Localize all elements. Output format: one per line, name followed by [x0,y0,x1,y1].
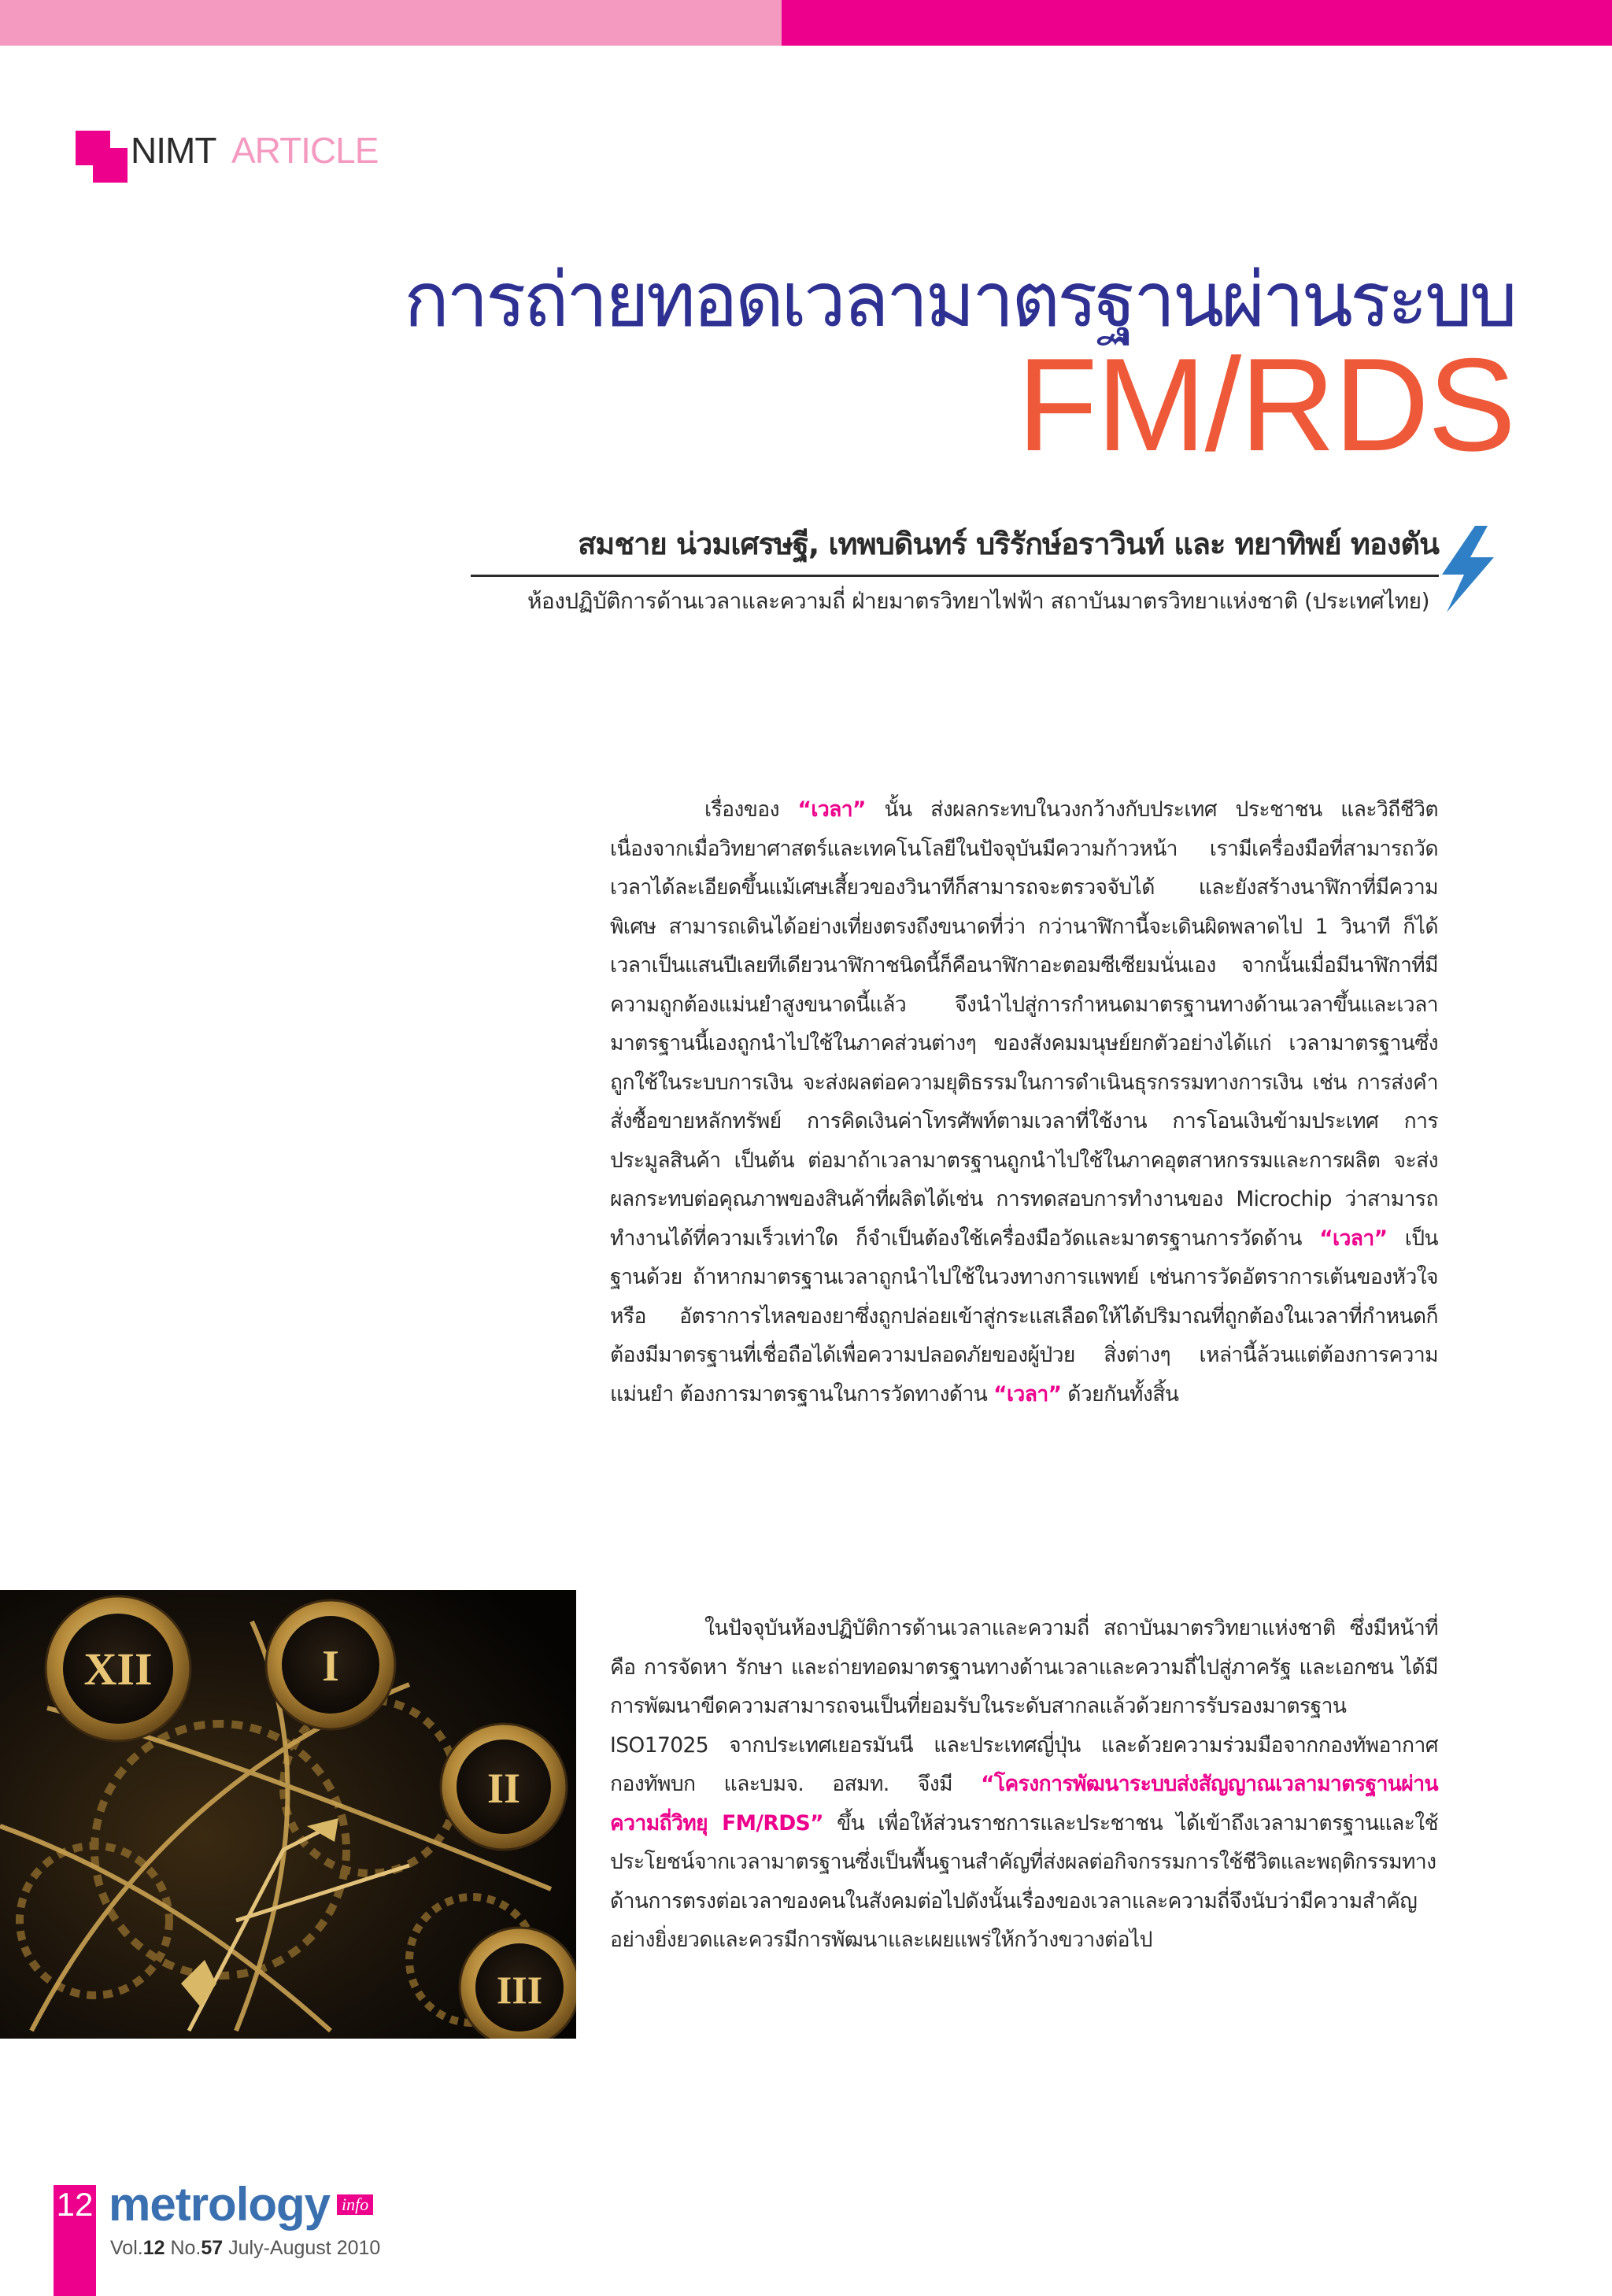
highlight-time: “เวลา” [1319,1226,1388,1251]
author-divider [471,575,1439,577]
body-paragraph-2 [610,1609,1438,1960]
text-run: ขึ้น เพื่อให้ส่วนราชการและประชาชน ได้เข้าถึงเวลามาตรฐานและใช้ประโยชน์จากเวลามาตรฐานซึ่งเป็นพื้นฐานสำคัญที่ส่งผลต่อกิจกรรมการใช้ชีวิตและพฤติกรรมทางด้านการตรงต่อเวลาของคนในสังคมต่อไปดังนั้นเรื่องของเวลาและความถี่จึงนับว่ามีความสำคัญอย่างยิ่งยวดและควรมีการพัฒนาและเผยแพร่ให้กว้างขวางต่อไป [610,1810,1439,1952]
text-run: นั้น ส่งผลกระทบในวงกว้างกับประเทศ ประชาชน และวิถีชีวิต เนื่องจากเมื่อวิทยาศาสตร์และเทคโนโลยีในปัจจุบันมีความก้าวหน้า เรามีเครื่องมือที่สามารถวัดเวลาได้ละเอียดขึ้นแม้เศษเสี้ยวของวินาทีก็สามารถจะตรวจจับได้ และยังสร้างนาฬิกาที่มีความพิเศษ สามารถเดินได้อย่างเที่ยงตรงถึงขนาดที่ว่า กว่านาฬิกานี้จะเดินผิดพลาดไป 1 วินาที ก็ได้เวลาเป็นแสนปีเลยทีเดียวนาฬิกาชนิดนี้ก็คือนาฬิกาอะตอมซีเซียมนั่นเอง จากนั้นเมื่อมีนาฬิกาที่มีความถูกต้องแม่นยำสูงขนาดนี้แล้ว จึงนำไปสู่การกำหนดมาตรฐานทางด้านเวลาขึ้นและเวลามาตรฐานนี้เองถูกนำไปใช้ในภาคส่วนต่างๆ ของสังคมมนุษย์ยกตัวอย่างได้แก่ เวลามาตรฐานซึ่งถูกใช้ในระบบการเงิน จะส่งผลต่อความยุติธรรมในการดำเนินธุรกรรมทางการเงิน เช่น การส่งคำสั่งซื้อขายหลักทรัพย์ การคิดเงินค่าโทรศัพท์ตามเวลาที่ใช้งาน การโอนเงินข้ามประเทศ การประมูลสินค้า เป็นต้น ต่อมาถ้าเวลามาตรฐานถูกนำไปใช้ในภาคอุตสาหกรรมและการผลิต จะส่งผลกระทบต่อคุณภาพของสินค้าที่ผลิตได้เช่น การทดสอบการทำงานของ Microchip ว่าสามารถทำงานได้ที่ความเร็วเท่าใด ก็จำเป็นต้องใช้เครื่องมือวัดและมาตรฐานการวัดด้าน [610,797,1438,1251]
issue-date: July-August 2010 [228,2237,381,2259]
top-bar-magenta [782,0,1612,46]
highlight-project: “โครงการพัฒนาระบบส่งสัญญาณเวลามาตรฐานผ่านความถี่วิทยุ FM/RDS” [610,1772,1438,1836]
affiliation: ห้องปฏิบัติการด้านเวลาและความถี่ ฝ่ายมาตรวิทยาไฟฟ้า สถาบันมาตรวิทยาแห่งชาติ (ประเทศไทย) [527,588,1429,614]
numeral-ii: II [486,1765,521,1812]
brand-badge: info [337,2194,373,2215]
numeral-i: I [322,1642,339,1691]
text-run: ในปัจจุบันห้องปฏิบัติการด้านเวลาและความถี่ สถาบันมาตรวิทยาแห่งชาติ ซึ่งมีหน้าที่คือ การจัดหา รักษา และถ่ายทอดมาตรฐานทางด้านเวลาและความถี่ไปสู่ภาครัฐ และเอกชน ได้มีการพัฒนาขีดความสามารถจนเป็นที่ยอมรับในระดับสากลแล้วด้วยการรับรองมาตรฐาน ISO17025 จากประเทศเยอรมันนี และประเทศญี่ปุ่น และด้วยความร่วมมือจากกองทัพอากาศ กองทัพบก และบมจ. อสมท. จึงมี [610,1616,1438,1796]
page-number: 12 [56,2186,94,2223]
highlight-time: “เวลา” [993,1381,1062,1407]
no-label: No. [170,2237,202,2259]
tag-suffix: ARTICLE [231,130,379,171]
vol-label: Vol. [110,2237,143,2259]
title-english: FM/RDS [1017,331,1514,479]
top-bar-pink [0,0,782,46]
text-run: เป็นฐานด้วย ถ้าหากมาตรฐานเวลาถูกนำไปใช้ในวงทางการแพทย์ เช่นการวัดอัตราการเต้นของหัวใจ หรือ อัตราการไหลของยาซึ่งถูกปล่อยเข้าสู่กระแสเลือดให้ได้ปริมาณที่ถูกต้องในเวลาที่กำหนดก็ต้องมีมาตรฐานที่เชื่อถือได้เพื่อความปลอดภัยของผู้ป่วย สิ่งต่างๆ เหล่านี้ล้วนแต่ต้องการความแม่นยำ ต้องการมาตรฐานในการวัดทางด้าน [610,1226,1438,1407]
body-paragraph-1 [610,790,1438,1414]
authors: สมชาย น่วมเศรษฐี, เทพบดินทร์ บริรักษ์อราวินท์ และ ทยาทิพย์ ทองตัน [578,527,1439,561]
vol-number: 12 [142,2237,165,2259]
clock-gears-illustration [0,1590,576,2039]
title-thai: การถ่ายทอดเวลามาตรฐานผ่านระบบ [404,256,1514,344]
text-run: ด้วยกันทั้งสิ้น [1061,1381,1179,1407]
tag-prefix: NIMT [131,130,216,171]
magazine-brand: metrology [109,2178,331,2231]
clock-gears-image [0,1590,576,2039]
text-run: เรื่องของ [704,797,798,822]
lightning-bolt-icon [1436,526,1499,612]
highlight-time: “เวลา” [797,797,866,822]
issue-number: 57 [201,2237,224,2259]
numeral-xii: XII [83,1643,153,1695]
tag-square-offset-icon [93,148,128,183]
numeral-iii: III [496,1968,543,2012]
issue-info [110,2237,380,2260]
